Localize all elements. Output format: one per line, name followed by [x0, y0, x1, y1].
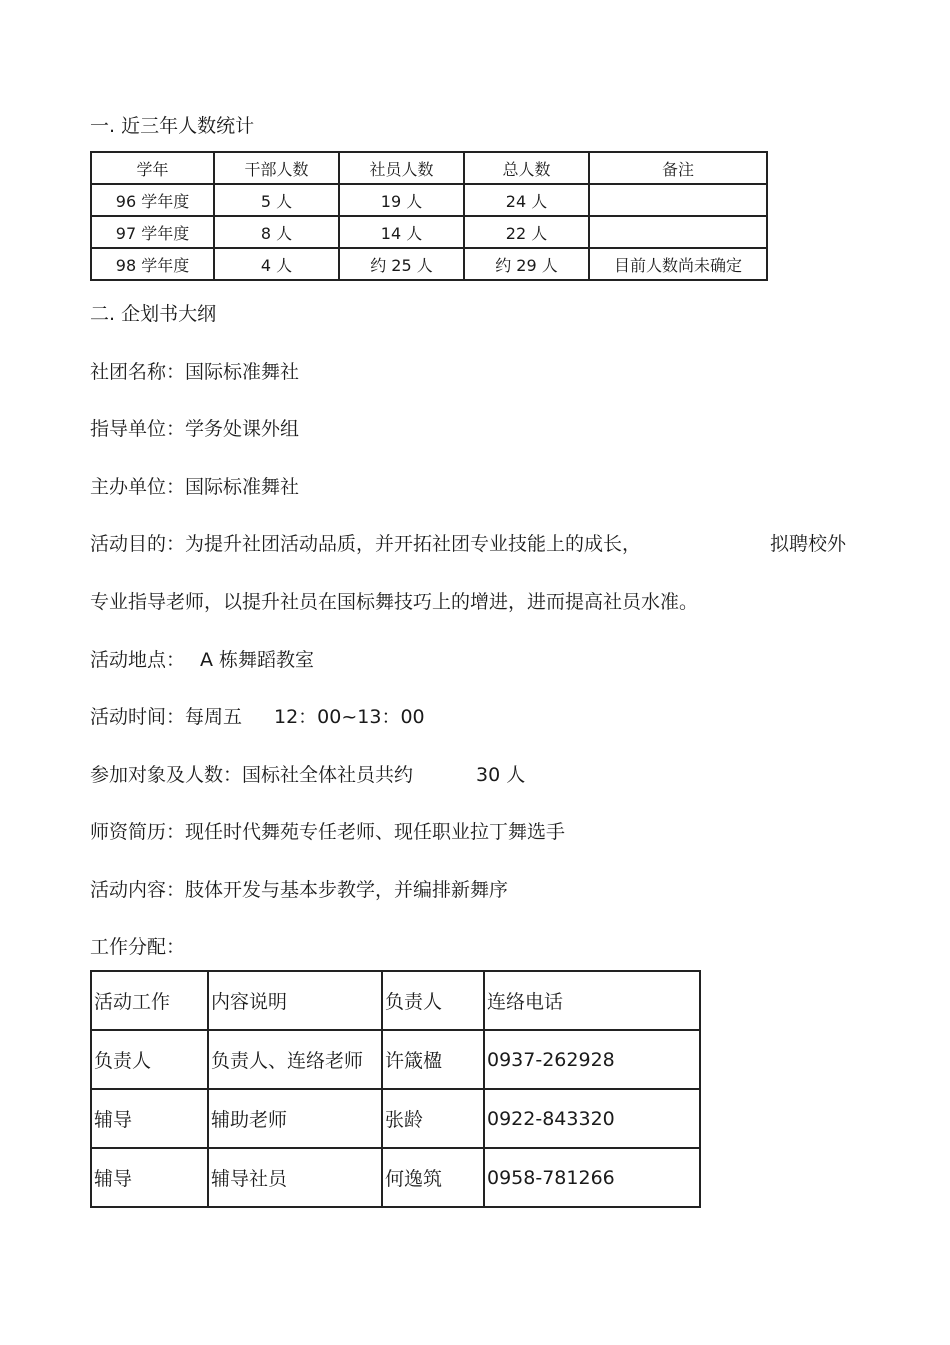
purpose-line-1: 活动目的：为提升社团活动品质，并开拓社团专业技能上的成长，: [90, 533, 642, 555]
table-cell: 19 人: [339, 184, 464, 216]
table-row: [91, 1030, 700, 1089]
table-cell: 辅助老师: [208, 1089, 382, 1148]
work-header-row: [91, 971, 700, 1030]
work-header-cell: 内容说明: [208, 971, 382, 1030]
stats-header-cell: 干部人数: [214, 152, 339, 184]
stats-header-cell: 学年: [91, 152, 214, 184]
stats-table: [90, 151, 768, 281]
table-row: [91, 184, 767, 216]
section2-title: 二. 企划书大纲: [90, 303, 217, 325]
table-cell: 张龄: [382, 1089, 484, 1148]
location-label: 活动地点：: [90, 649, 186, 671]
table-cell: 97 学年度: [91, 216, 214, 248]
purpose-line-1-end: 拟聘校外: [770, 533, 847, 555]
work-assignment-title: 工作分配：: [90, 936, 186, 958]
table-cell: 负责人: [91, 1030, 208, 1089]
stats-header-cell: 总人数: [464, 152, 589, 184]
host-unit: 主办单位：国际标准舞社: [90, 476, 300, 498]
table-cell: 约 25 人: [339, 248, 464, 280]
location-value: A 栋舞蹈教室: [200, 649, 315, 671]
table-row: [91, 216, 767, 248]
activity-content: 活动内容：肢体开发与基本步教学，并编排新舞序: [90, 879, 509, 901]
table-cell: 8 人: [214, 216, 339, 248]
table-cell: 96 学年度: [91, 184, 214, 216]
table-cell: 5 人: [214, 184, 339, 216]
table-cell: 0958-781266: [484, 1148, 700, 1207]
table-row: [91, 1148, 700, 1207]
table-cell: 辅导: [91, 1089, 208, 1148]
table-cell: 何逸筑: [382, 1148, 484, 1207]
table-cell: [589, 184, 767, 216]
table-row: [91, 1089, 700, 1148]
section1-title: 一. 近三年人数统计: [90, 115, 255, 137]
work-header-cell: 活动工作: [91, 971, 208, 1030]
participants-value: 30 人: [476, 764, 526, 786]
work-table: [90, 970, 701, 1208]
table-cell: 14 人: [339, 216, 464, 248]
table-cell: 22 人: [464, 216, 589, 248]
table-cell: 负责人、连络老师: [208, 1030, 382, 1089]
stats-header-row: [91, 152, 767, 184]
table-cell: 24 人: [464, 184, 589, 216]
purpose-line-2: 专业指导老师，以提升社员在国标舞技巧上的增进，进而提高社员水准。: [90, 591, 699, 613]
participants-label: 参加对象及人数：国标社全体社员共约: [90, 764, 414, 786]
advisor-unit: 指导单位：学务处课外组: [90, 418, 300, 440]
time-label: 活动时间：每周五: [90, 706, 243, 728]
table-cell: 辅导社员: [208, 1148, 382, 1207]
table-cell: 0937-262928: [484, 1030, 700, 1089]
time-value: 12：00~13：00: [274, 706, 425, 728]
table-cell: 许箴楹: [382, 1030, 484, 1089]
table-cell: 目前人数尚未确定: [589, 248, 767, 280]
table-cell: 4 人: [214, 248, 339, 280]
club-name: 社团名称：国际标准舞社: [90, 361, 300, 383]
table-cell: 98 学年度: [91, 248, 214, 280]
stats-header-cell: 备注: [589, 152, 767, 184]
teacher-bio: 师资简历：现任时代舞苑专任老师、现任职业拉丁舞选手: [90, 821, 566, 843]
table-cell: [589, 216, 767, 248]
work-header-cell: 负责人: [382, 971, 484, 1030]
stats-header-cell: 社员人数: [339, 152, 464, 184]
table-cell: 0922-843320: [484, 1089, 700, 1148]
table-cell: 辅导: [91, 1148, 208, 1207]
work-header-cell: 连络电话: [484, 971, 700, 1030]
table-row: [91, 248, 767, 280]
table-cell: 约 29 人: [464, 248, 589, 280]
